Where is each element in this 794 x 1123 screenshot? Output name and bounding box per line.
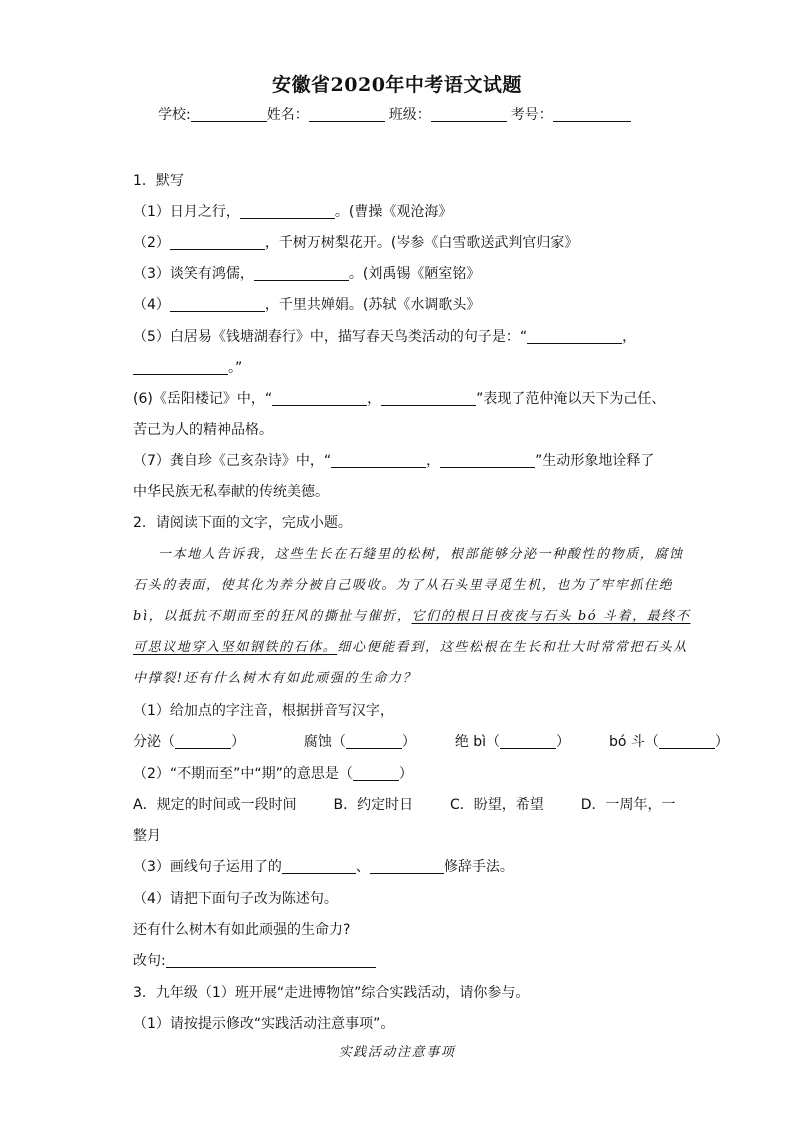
answer-blank[interactable]: [175, 733, 231, 749]
underlined-sentence: 它们的根日日夜夜与石头 bó 斗着，最终不: [411, 609, 691, 624]
answer-blank[interactable]: [133, 359, 228, 375]
q1-item-5: （5）白居易《钱塘湖春行》中，描写春天鸟类活动的句子是：“ ，: [133, 329, 637, 345]
q1-item-7-cont: 中华民族无私奉献的传统美德。: [133, 484, 329, 500]
q1-item-7: （7）龚自珍《己亥杂诗》中，“ ， ”生动形象地诠释了: [133, 453, 655, 469]
q2-sub4: （4）请把下面句子改为陈述句。: [133, 891, 338, 907]
answer-blank[interactable]: [331, 452, 426, 468]
answer-blank[interactable]: [381, 390, 476, 406]
caption: 实践活动注意事项: [338, 1045, 456, 1060]
answer-blank[interactable]: [166, 952, 376, 968]
q2-sentence: 还有什么树木有如此顽强的生命力?: [133, 922, 351, 938]
q2-sub1: （1）给加点的字注音，根据拼音写汉字，: [133, 703, 394, 719]
q1-item-6-cont: 苦己为人的精神品格。: [133, 422, 273, 438]
q1-heading: 1．默写: [133, 173, 184, 189]
q1-item-3: （3）谈笑有鸿儒， 。(刘禹锡《陋室铭》: [133, 266, 481, 282]
answer-blank[interactable]: [353, 765, 399, 781]
exam-no-blank[interactable]: [553, 107, 631, 122]
passage-line-5: 中撑裂!还有什么树木有如此顽强的生命力？: [133, 671, 418, 686]
exam-no-label: 考号：: [510, 107, 553, 123]
passage-line-3: bì，以抵抗不期而至的狂风的撕扯与催折，它们的根日日夜夜与石头 bó 斗着，最终不: [133, 609, 691, 624]
q1-item-1: （1）日月之行， 。(曹操《观沧海》: [133, 204, 453, 220]
school-blank[interactable]: [191, 107, 267, 122]
answer-blank[interactable]: [282, 858, 356, 874]
q1-item-4: （4） ，千里共婵娟。(苏轼《水调歌头》: [133, 297, 481, 313]
answer-blank[interactable]: [659, 733, 715, 749]
option-c[interactable]: C．盼望，希望: [450, 797, 544, 813]
q1-item-5-cont: 。”: [133, 359, 242, 377]
student-info-line: [158, 104, 631, 124]
answer-blank[interactable]: [170, 296, 265, 312]
answer-blank[interactable]: [170, 234, 265, 250]
option-a[interactable]: A．规定的时间或一段时间: [133, 797, 297, 813]
option-d[interactable]: D．一周年，一: [580, 797, 676, 813]
q2-heading: 2．请阅读下面的文字，完成小题。: [133, 515, 352, 531]
q2-sub1-items: 分泌（ ） 腐蚀（ ） 绝 bì（ ） bó 斗（ ）: [133, 734, 729, 750]
school-label: 学校:: [158, 107, 191, 123]
name-label: 姓名：: [266, 107, 309, 123]
passage-line-1: 一本地人告诉我，这些生长在石缝里的松树，根部能够分泌一种酸性的物质，腐蚀: [158, 547, 684, 562]
answer-blank[interactable]: [346, 733, 402, 749]
name-blank[interactable]: [309, 107, 385, 122]
q2-sub3: （3）画线句子运用了的 、 修辞手法。: [133, 859, 514, 875]
answer-blank[interactable]: [370, 858, 444, 874]
passage-line-4: 可思议地穿入坚如钢铁的石体。细心便能看到，这些松根在生长和壮大时常常把石头从: [133, 640, 688, 655]
class-label: 班级：: [388, 107, 431, 123]
q3-heading: 3．九年级（1）班开展“走进博物馆”综合实践活动，请你参与。: [133, 985, 530, 1001]
q2-rewrite: 改句:: [133, 952, 376, 970]
q1-item-2: （2） ，千树万树梨花开。(岑参《白雪歌送武判官归家》: [133, 235, 579, 251]
q1-item-6: (6)《岳阳楼记》中，“ ， ”表现了范仲淹以天下为己任、: [133, 391, 666, 407]
answer-blank[interactable]: [240, 203, 335, 219]
exam-title: 安徽省2020年中考语文试题: [272, 74, 522, 96]
underlined-sentence: 可思议地穿入坚如钢铁的石体。: [133, 640, 338, 655]
passage-line-2: 石头的表面，使其化为养分被自己吸收。为了从石头里寻觅生机，也为了牢牢抓住绝: [133, 578, 674, 593]
answer-blank[interactable]: [254, 265, 349, 281]
q2-options-cont: 整月: [133, 828, 161, 844]
q2-sub2: （2）“不期而至”中“期”的意思是（ ）: [133, 766, 413, 782]
answer-blank[interactable]: [500, 733, 556, 749]
answer-blank[interactable]: [440, 452, 535, 468]
q3-sub1: （1）请按提示修改“实践活动注意事项”。: [133, 1016, 395, 1032]
answer-blank[interactable]: [272, 390, 367, 406]
answer-blank[interactable]: [527, 328, 622, 344]
class-blank[interactable]: [431, 107, 507, 122]
q2-options: [133, 796, 675, 814]
option-b[interactable]: B．约定时日: [333, 797, 414, 813]
